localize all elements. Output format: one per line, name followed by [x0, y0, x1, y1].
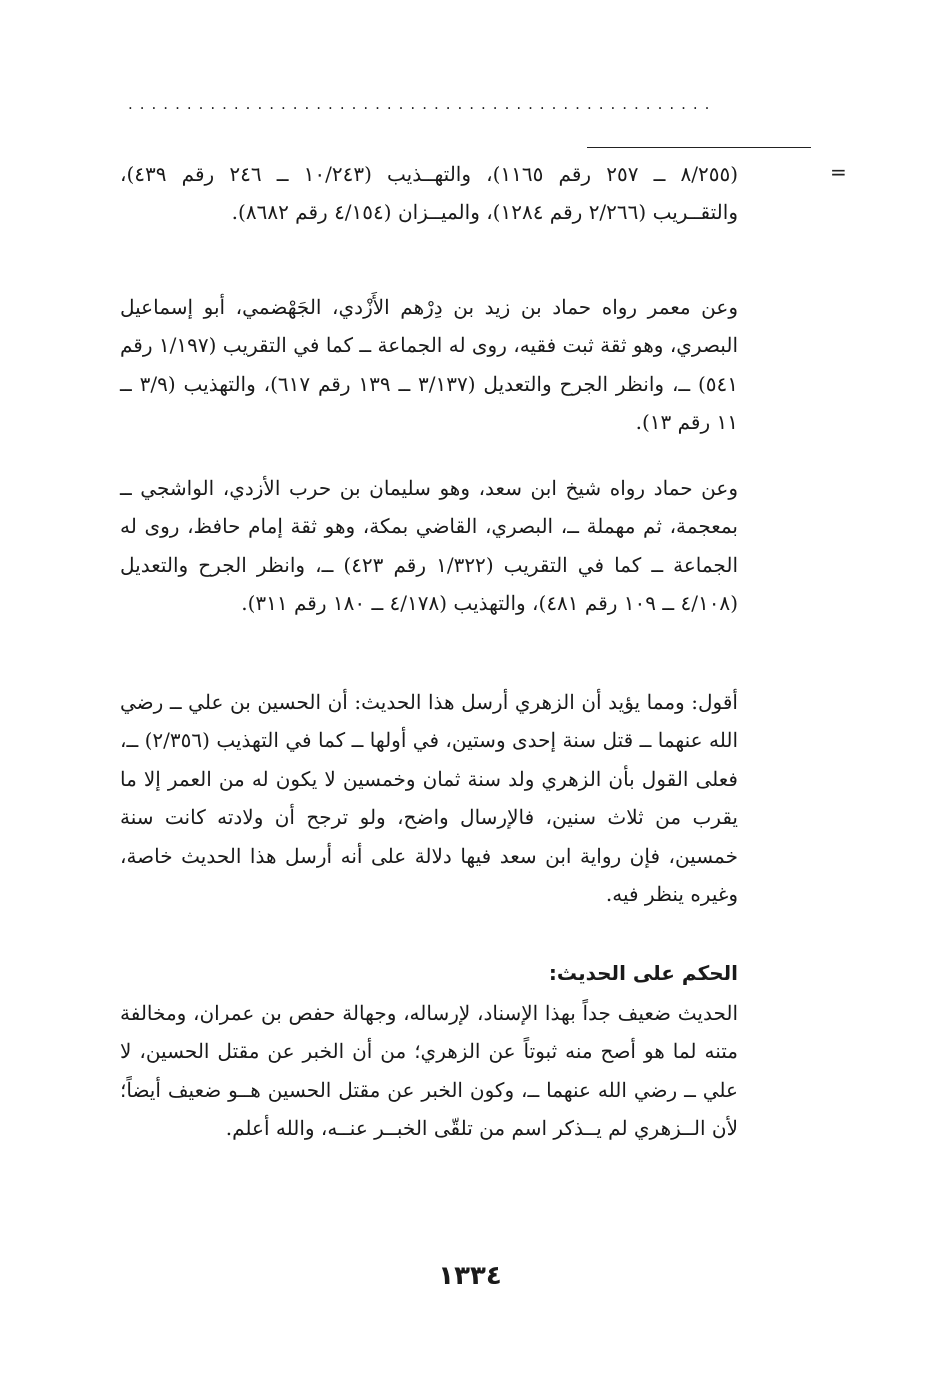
- ruling-heading: الحكم على الحديث:: [548, 961, 738, 985]
- page-number: ١٣٣٤: [438, 1261, 502, 1291]
- ruling-text: الحديث ضعيف جداً بهذا الإسناد، لإرساله، وجهالة حفص بن عمران، ومخالفة متنه لما هو أصح منه ثبوتاً عن الزهري؛ من أن الخبر عن مقتل الحسين، لا علي ــ رضي الله عنهما ــ، وكون الخبر عن مقتل الحسين هــو ضعيف أيضاً؛ لأن الــزهري لم يــذكر اسم من تلقّى الخبــر عنــه، والله أعلم.: [120, 1001, 738, 1141]
- paragraph-hammad-ibn-zayd: وعن معمر رواه حماد بن زيد بن دِرْهم الأَزْدي، الجَهْضمي، أبو إسماعيل البصري، وهو ثقة ثبت فقيه، روى له الجماعة ــ كما في التقريب (١/١٩٧ رقم ٥٤١) ــ، وانظر الجرح والتعديل (٣/١٣٧ ــ ١٣٩ رقم ٦١٧)، والتهذيب (٣/٩ ــ ١١ رقم ١٣).: [120, 295, 739, 435]
- footnote-continuation-text: (٨/٢٥٥ ــ ٢٥٧ رقم ١١٦٥)، والتهــذيب (١٠/٢٤٣ ــ ٢٤٦ رقم ٤٣٩)، والتقــريب (٢/٢٦٦ رقم ١٢٨٤)، والميــزان (٤/١٥٤ رقم ٨٦٨٢).: [120, 162, 739, 225]
- footnote-continuation-mark: =: [830, 160, 847, 184]
- paragraph-author-comment: أقول: ومما يؤيد أن الزهري أرسل هذا الحديث: أن الحسين بن علي ــ رضي الله عنهما ــ قتل سنة إحدى وستين، في أولها ــ كما في التهذيب (٢/٣٥٦) ــ، فعلى القول بأن الزهري ولد سنة ثمان وخمسين لا يكون له من العمر إلا ما يقرب من ثلاث سنين، فالإرسال واضح، ولو ترجح أن ولادته كانت سنة خمسين، فإن رواية ابن سعد فيها دلالة على أنه أرسل هذا الحديث خاصة، وغيره ينظر فيه.: [120, 690, 738, 907]
- footnote-separator-dots: ..................................................: [128, 98, 717, 110]
- footnote-rule: [587, 147, 811, 148]
- paragraph-sulayman-ibn-harb: وعن حماد رواه شيخ ابن سعد، وهو سليمان بن حرب الأزدي، الواشجي ــ بمعجمة، ثم مهملة ــ، البصري، القاضي بمكة، وهو ثقة إمام حافظ، روى له الجماعة ــ كما في التقريب (١/٣٢٢ رقم ٤٢٣) ــ، وانظر الجرح والتعديل (٤/١٠٨ ــ ١٠٩ رقم ٤٨١)، والتهذيب (٤/١٧٨ ــ ١٨٠ رقم ٣١١).: [120, 476, 738, 616]
